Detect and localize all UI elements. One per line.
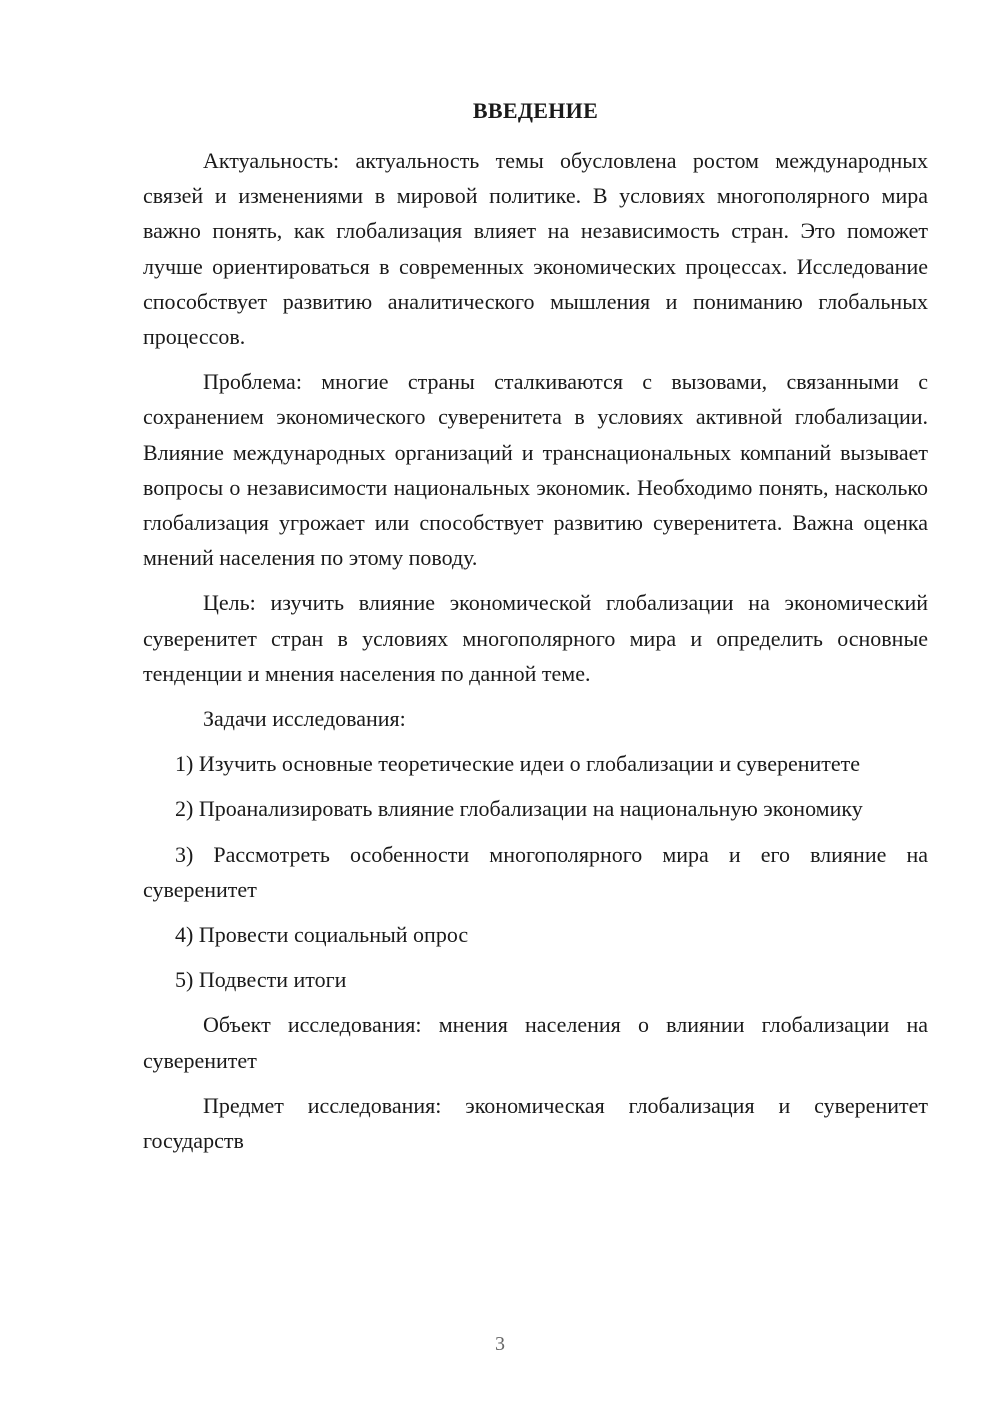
problem-paragraph: Проблема: многие страны сталкиваются с вызовами, связанными с сохранением экономического суверенитета в условиях активной глобализации. Влияние международных организаций и транснациональных компаний вызывает вопросы о независимости национальных экономик. Необходимо понять, насколько глобализация угрожает или способствует развитию суверенитета. Важна оценка мнений населения по этому поводу. xyxy=(143,369,928,571)
task-item-2: 2) Проанализировать влияние глобализации на национальную экономику xyxy=(175,796,863,822)
page-number: 3 xyxy=(495,1333,505,1355)
tasks-heading: Задачи исследования: xyxy=(203,706,406,732)
task-item-1: 1) Изучить основные теоретические идеи о глобализации и суверенитете xyxy=(175,751,861,777)
task-item-4: 4) Провести социальный опрос xyxy=(175,922,469,948)
document-body xyxy=(143,143,928,1168)
research-object-paragraph: Объект исследования: мнения населения о влиянии глобализации на суверенитет xyxy=(143,1012,928,1073)
task-item-3: 3) Рассмотреть особенности многополярного мира и его влияние на суверенитет xyxy=(143,841,928,902)
section-heading: ВВЕДЕНИЕ xyxy=(472,98,599,123)
task-item-5: 5) Подвести итоги xyxy=(175,967,347,993)
goal-paragraph: Цель: изучить влияние экономической глобализации на экономический суверенитет стран в условиях многополярного мира и определить основные тенденции и мнения населения по данной теме. xyxy=(143,590,928,686)
relevance-paragraph: Актуальность: актуальность темы обусловлена ростом международных связей и изменениями в мировой политике. В условиях многополярного мира важно понять, как глобализация влияет на независимость стран. Это поможет лучше ориентироваться в современных экономических процессах. Исследование способствует развитию аналитического мышления и пониманию глобальных процессов. xyxy=(143,148,928,350)
research-subject-paragraph: Предмет исследования: экономическая глобализация и суверенитет государств xyxy=(143,1092,928,1154)
